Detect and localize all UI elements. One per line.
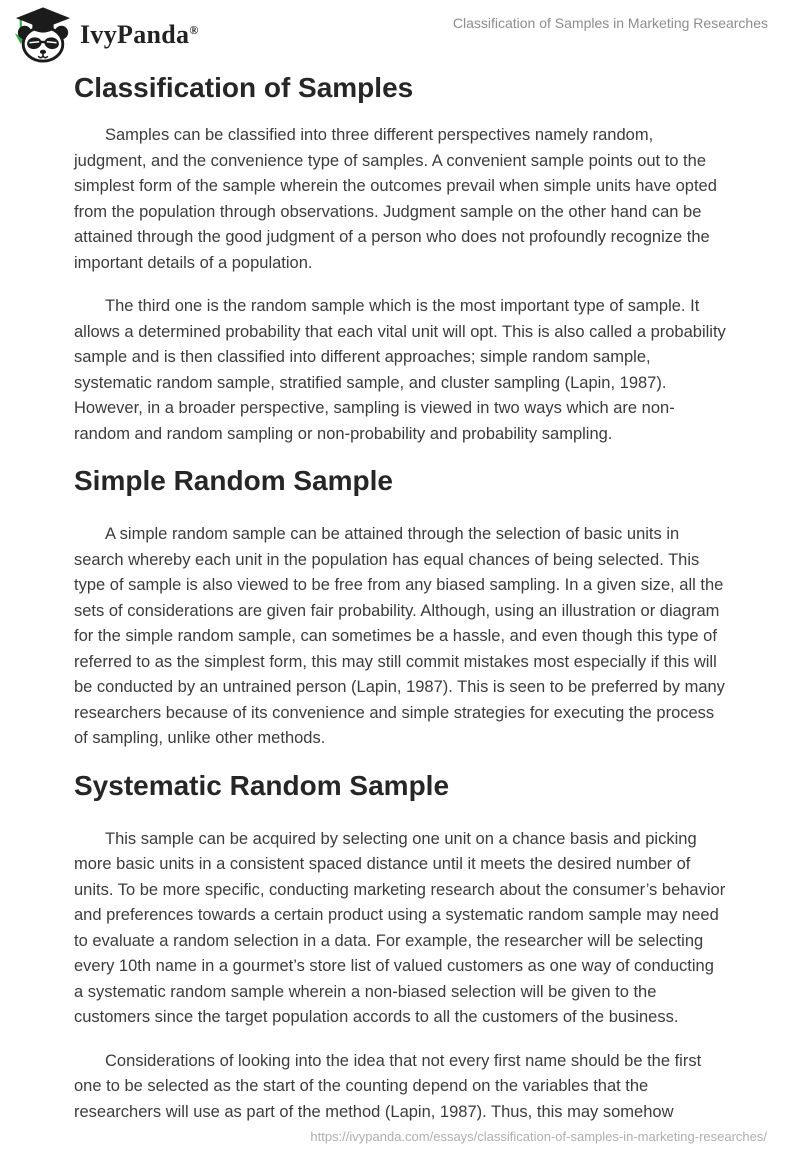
essay-paragraph: Considerations of looking into the idea that not every first name should be the first one to be selected as the start of the counting depend on the variables that the researchers will use as part of the method (Lapin, 1987). Thus, this may somehow xyxy=(74,1051,702,1121)
section-simple-random-sample xyxy=(74,465,726,752)
essay-paragraph: Samples can be classified into three different perspectives namely random, judgment, and the convenience type of samples. A convenient sample points out to the simplest form of the sample wherein the outcomes prevail when simple units have opted from the population through observations. Judgment sample on the other hand can be attained through the good judgment of a person who does not profoundly recognize the important details of a population. xyxy=(74,126,717,272)
document-title: Classification of Samples in Marketing Researches xyxy=(452,15,768,31)
section-classification-of-samples xyxy=(74,72,726,447)
ivypanda-logo xyxy=(14,6,199,63)
registered-mark: ® xyxy=(189,22,199,37)
section-heading: Systematic Random Sample xyxy=(74,769,450,801)
essay-paragraph: A simple random sample can be attained through the selection of basic units in search whereby each unit in the population has equal chances of being selected. This type of sample is also viewed to be free from any biased sampling. In a given size, all the sets of considerations are given fair probability. Although, using an illustration or diagram for the simple random sample, can sometimes be a hassle, and even though this type of referred to as the simplest form, this may still commit mistakes most especially if this will be conducted by an untrained person (Lapin, 1987). This is seen to be preferred by many researchers because of its convenience and simple strategies for executing the process of sampling, unlike other methods. xyxy=(74,525,725,747)
section-systematic-random-sample xyxy=(74,770,726,1126)
essay-content xyxy=(74,72,726,1143)
section-heading: Simple Random Sample xyxy=(74,465,393,496)
source-url-link[interactable]: https://ivypanda.com/essays/classification-of-samples-in-marketing-researches/ xyxy=(310,1129,767,1144)
graduation-panda-icon xyxy=(14,6,72,63)
essay-paragraph: This sample can be acquired by selecting one unit on a chance basis and picking more basic units in a consistent spaced distance until it meets the desired number of units. To be more specific, conducting marketing research about the consumer’s behavior and preferences towards a certain product using a systematic random sample may need to evaluate a random selection in a data. For example, the researcher will be selecting every 10th name in a gourmet’s store list of valued customers as one way of conducting a systematic random sample wherein a non-biased selection will be given to the customers since the target population accords to all the customers of the business. xyxy=(74,829,726,1026)
brand-name: IvyPanda® xyxy=(80,19,199,49)
essay-paragraph: The third one is the random sample which is the most important type of sample. It allows a determined probability that each vital unit will opt. This is also called a probability sample and is then classified into different approaches; simple random sample, systematic random sample, stratified sample, and cluster sampling (Lapin, 1987). However, in a broader perspective, sampling is viewed in two ways which are non-random and random sampling or non-probability and probability sampling. xyxy=(74,297,726,443)
section-heading: Classification of Samples xyxy=(74,72,414,103)
